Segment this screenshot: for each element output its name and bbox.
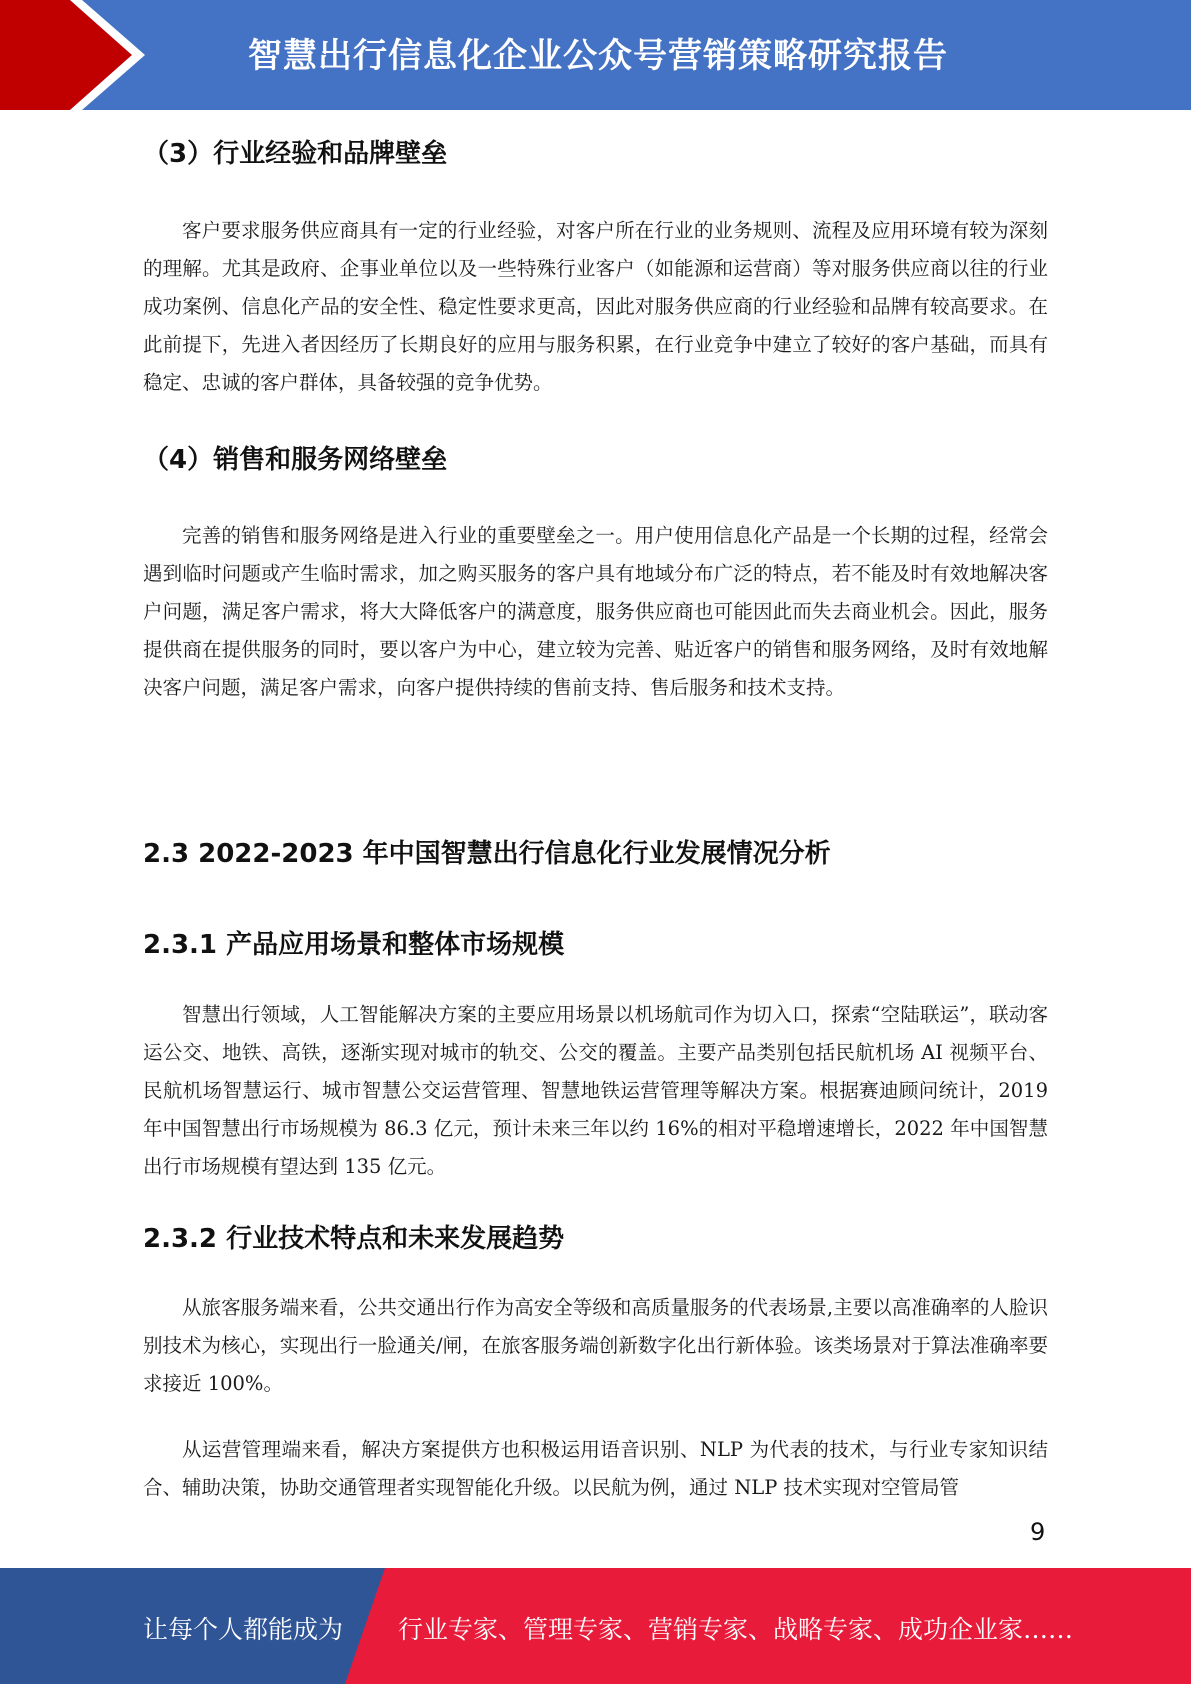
page-header <box>0 0 1191 110</box>
page-footer <box>0 1568 1191 1684</box>
section-heading-2-3-2: 2.3.2 行业技术特点和未来发展趋势 <box>143 1224 565 1254</box>
section-heading-2-3: 2.3 2022-2023 年中国智慧出行信息化行业发展情况分析 <box>143 839 831 869</box>
report-title: 智慧出行信息化企业公众号营销策略研究报告 <box>248 36 948 76</box>
section-heading-sales-network: （4）销售和服务网络壁垒 <box>143 445 448 475</box>
paragraph-industry-experience: 客户要求服务供应商具有一定的行业经验，对客户所在行业的业务规则、流程及应用环境有较为深刻的理解。尤其是政府、企事业单位以及一些特殊行业客户（如能源和运营商）等对服务供应商以往的行业成功案例、信息化产品的安全性、稳定性要求更高，因此对服务供应商的行业经验和品牌有较高要求。在此前提下，先进入者因经历了长期良好的应用与服务积累，在行业竞争中建立了较好的客户基础，而具有稳定、忠诚的客户群体，具备较强的竞争优势。 <box>143 219 1048 394</box>
paragraph-operations-management: 从运营管理端来看，解决方案提供方也积极运用语音识别、NLP 为代表的技术，与行业专家知识结合、辅助决策，协助交通管理者实现智能化升级。以民航为例，通过 NLP 技术实现对空管局管 <box>143 1438 1048 1499</box>
footer-slogan-right: 行业专家、管理专家、营销专家、战略专家、成功企业家…… <box>398 1615 1074 1644</box>
paragraph-passenger-service: 从旅客服务端来看，公共交通出行作为高安全等级和高质量服务的代表场景,主要以高准确率的人脸识别技术为核心，实现出行一脸通关/闸，在旅客服务端创新数字化出行新体验。该类场景对于算法准确率要求接近 100%。 <box>143 1296 1048 1395</box>
paragraph-market-size: 智慧出行领域，人工智能解决方案的主要应用场景以机场航司作为切入口，探索“空陆联运”，联动客运公交、地铁、高铁，逐渐实现对城市的轨交、公交的覆盖。主要产品类别包括民航机场 AI 视频平台、民航机场智慧运行、城市智慧公交运营管理、智慧地铁运营管理等解决方案。根据赛迪顾问统计，2019 年中国智慧出行市场规模为 86.3 亿元，预计未来三年以约 16%的相对平稳增速增长，2022 年中国智慧出行市场规模有望达到 135 亿元。 <box>143 1003 1048 1178</box>
section-heading-industry-experience: （3）行业经验和品牌壁垒 <box>143 139 448 169</box>
section-heading-2-3-1: 2.3.1 产品应用场景和整体市场规模 <box>143 930 565 960</box>
paragraph-sales-network: 完善的销售和服务网络是进入行业的重要壁垒之一。用户使用信息化产品是一个长期的过程，经常会遇到临时问题或产生临时需求，加之购买服务的客户具有地域分布广泛的特点，若不能及时有效地解决客户问题，满足客户需求，将大大降低客户的满意度，服务供应商也可能因此而失去商业机会。因此，服务提供商在提供服务的同时，要以客户为中心，建立较为完善、贴近客户的销售和服务网络，及时有效地解决客户问题，满足客户需求，向客户提供持续的售前支持、售后服务和技术支持。 <box>143 524 1048 699</box>
page-number: 9 <box>1030 1518 1046 1546</box>
footer-slogan-left: 让每个人都能成为 <box>143 1615 344 1644</box>
